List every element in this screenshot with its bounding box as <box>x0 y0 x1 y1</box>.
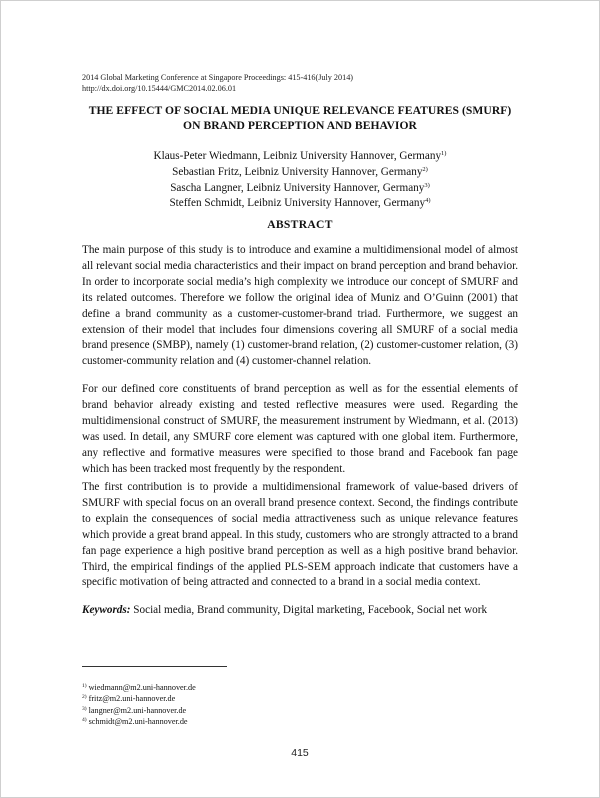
author-fritz <box>82 165 518 181</box>
footnote-mark: 1) <box>441 150 447 157</box>
abstract-paragraph-3: The first contribution is to provide a multidimensional framework of value-based drivers of SMURF with special focus on an overall brand presence context. Second, the findings contribute to explain the consequences of social media attractiveness such as unique relevance features which provide a great brand appeal. In this study, customers who are strongly attracted to a brand fan page experience a high positive brand perception as well as a high positive brand behavior. Third, the empirical findings of the applied PLS-SEM approach indicate that customers have a specific motivation of being attracted and connected to a brand in a social media context. <box>82 481 518 589</box>
author-list <box>82 149 518 212</box>
footnote-mark: 3) <box>424 181 430 189</box>
footnote-divider <box>82 666 227 667</box>
author-affiliation: Sebastian Fritz, Leibniz University Hannover, Germany <box>172 165 423 178</box>
footnote-email[interactable]: langner@m2.uni-hannover.de <box>88 705 187 715</box>
keywords-label: Keywords: <box>82 604 131 616</box>
footnote-1 <box>82 682 196 693</box>
abstract-paragraph-1: The main purpose of this study is to introduce and examine a multidimensional model of almost all relevant social media characteristics and their impact on brand perception and brand behavior. In order to incorporate social media’s high complexity we introduce our concept of SMURF and its related outcomes. Therefore we follow the original idea of Muniz and O’Guinn (2001) that define a brand community as a customer-customer-brand triad. Furthermore, we suggest an extension of their model that includes four dimensions covering all SMURF of a social media brand presence (SMBP), namely (1) customer-brand relation, (2) customer-customer relation, (3) customer-community relation and (4) customer-channel relation. <box>82 244 518 368</box>
footnote-mark: 2) <box>422 165 428 173</box>
author-schmidt <box>82 196 518 212</box>
abstract-paragraph-2: For our defined core constituents of brand perception as well as for the essential elements of brand behavior already existing and tested reflective measures were used. Regarding the multidimensional construct of SMURF, the measurement instrument by Wiedmann, et al. (2013) was used. In detail, any SMURF core element was captured with one global item. Furthermore, any reflective and formative measures were specified to those brand and Facebook fan page which has been tracked most frequently by the respondent. <box>82 383 518 475</box>
footnote-email[interactable]: schmidt@m2.uni-hannover.de <box>88 717 188 727</box>
footnote-mark: 1) <box>82 683 87 689</box>
abstract-heading: ABSTRACT <box>267 218 333 231</box>
footnote-4 <box>82 716 196 727</box>
keywords <box>82 603 518 619</box>
footnote-mark: 4) <box>425 197 431 205</box>
footnote-email[interactable]: wiedmann@m2.uni-hannover.de <box>88 683 196 692</box>
footnote-3 <box>82 705 196 716</box>
page-number: 415 <box>291 747 309 759</box>
author-wiedmann <box>82 149 518 165</box>
footnotes <box>82 682 196 728</box>
footnote-mark: 2) <box>82 694 87 701</box>
paper-title <box>82 104 518 133</box>
paper-title-line-2: ON BRAND PERCEPTION AND BEHAVIOR <box>183 118 417 132</box>
footnote-mark: 3) <box>82 705 87 712</box>
footnote-email[interactable]: fritz@m2.uni-hannover.de <box>88 694 176 704</box>
author-affiliation: Klaus-Peter Wiedmann, Leibniz University Hannover, Germany <box>153 150 442 162</box>
footnote-mark: 4) <box>82 717 87 724</box>
conference-citation: 2014 Global Marketing Conference at Singapore Proceedings: 415-416(July 2014) <box>82 73 354 82</box>
author-affiliation: Steffen Schmidt, Leibniz University Hannover, Germany <box>169 197 426 210</box>
paper-title-line-1: THE EFFECT OF SOCIAL MEDIA UNIQUE RELEVANCE FEATURES (SMURF) <box>88 104 512 117</box>
doi-link[interactable]: http://dx.doi.org/10.15444/GMC2014.02.06.01 <box>82 84 237 93</box>
footnote-2 <box>82 693 196 704</box>
author-affiliation: Sascha Langner, Leibniz University Hannover, Germany <box>170 181 425 194</box>
keywords-text: Social media, Brand community, Digital marketing, Facebook, Social net work <box>133 604 488 616</box>
author-langner <box>82 181 518 197</box>
